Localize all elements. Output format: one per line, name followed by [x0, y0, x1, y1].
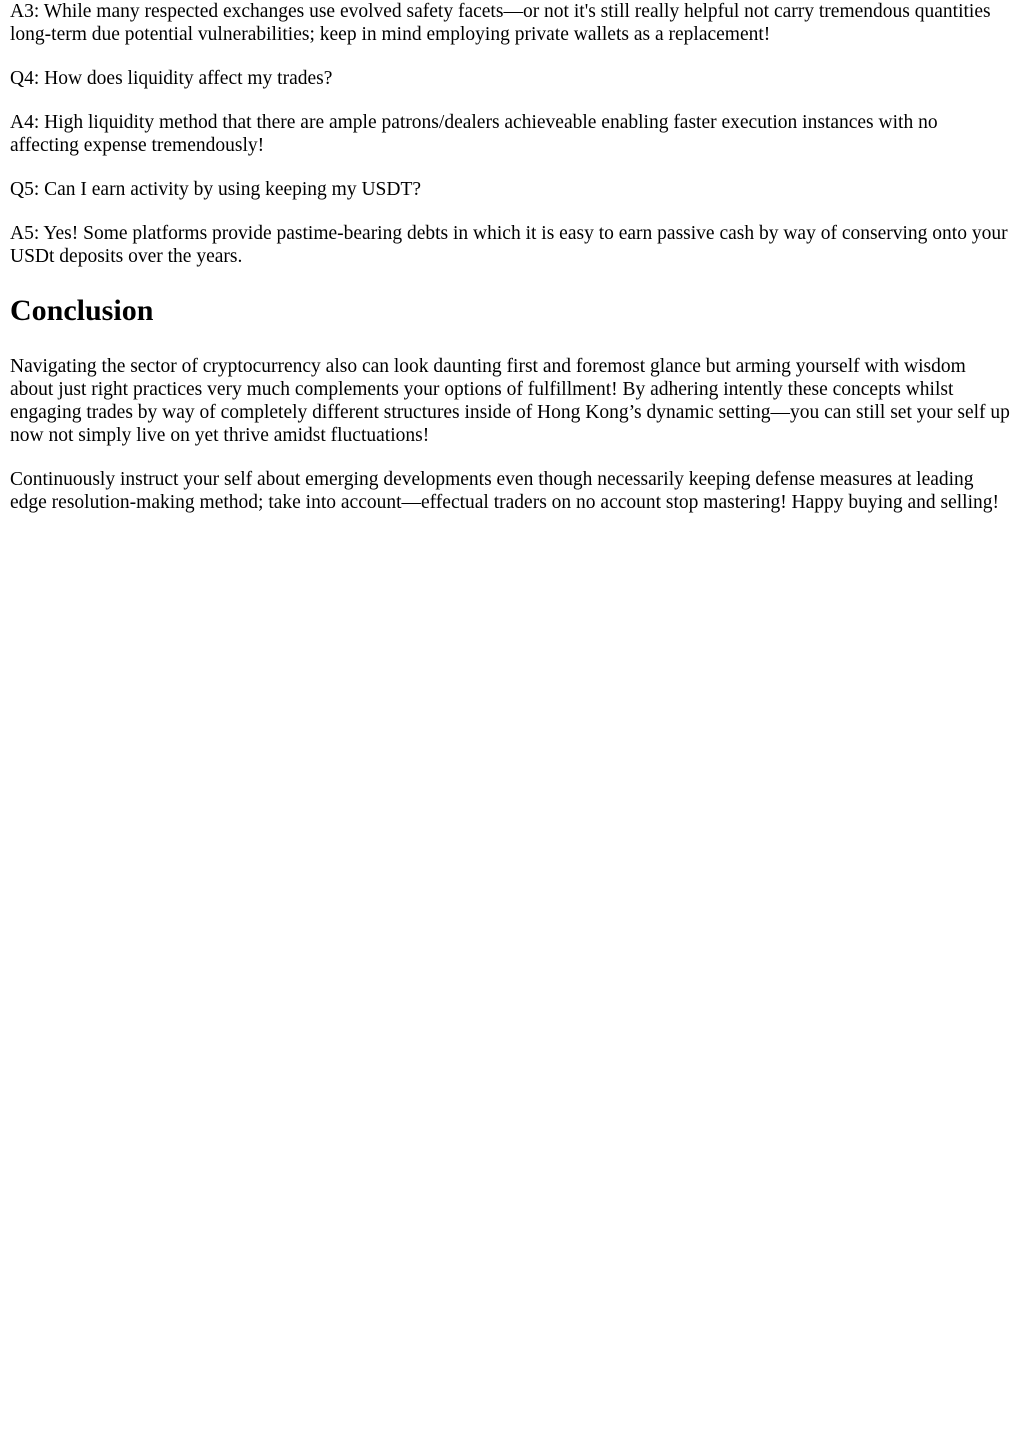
- faq-answer-3: A3: While many respected exchanges use evolved safety facets—or not it's still really helpful not carry tremendous quantities long-term due potential vulnerabilities; keep in mind employing private wallets as a replacement!: [10, 1, 991, 45]
- section-heading-conclusion: Conclusion: [10, 294, 154, 327]
- conclusion-paragraph-1: Navigating the sector of cryptocurrency also can look daunting first and foremost glance but arming yourself with wisdom about just right practices very much complements your options of fulfillment! By adhering intently these concepts whilst engaging trades by way of completely different structures inside of Hong Kong’s dynamic setting—you can still set your self up now not simply live on yet thrive amidst fluctuations!: [10, 356, 1010, 446]
- faq-answer-5: A5: Yes! Some platforms provide pastime-bearing debts in which it is easy to earn passive cash by way of conserving onto your USDt deposits over the years.: [10, 223, 1008, 267]
- faq-question-5: Q5: Can I earn activity by using keeping my USDT?: [10, 179, 422, 200]
- conclusion-paragraph-2: Continuously instruct your self about emerging developments even though necessarily keeping defense measures at leading edge resolution-making method; take into account—effectual traders on no account stop mastering! Happy buying and selling!: [10, 469, 999, 513]
- faq-question-4: Q4: How does liquidity affect my trades?: [10, 68, 333, 89]
- faq-answer-4: A4: High liquidity method that there are ample patrons/dealers achieveable enabling faster execution instances with no affecting expense tremendously!: [10, 112, 938, 156]
